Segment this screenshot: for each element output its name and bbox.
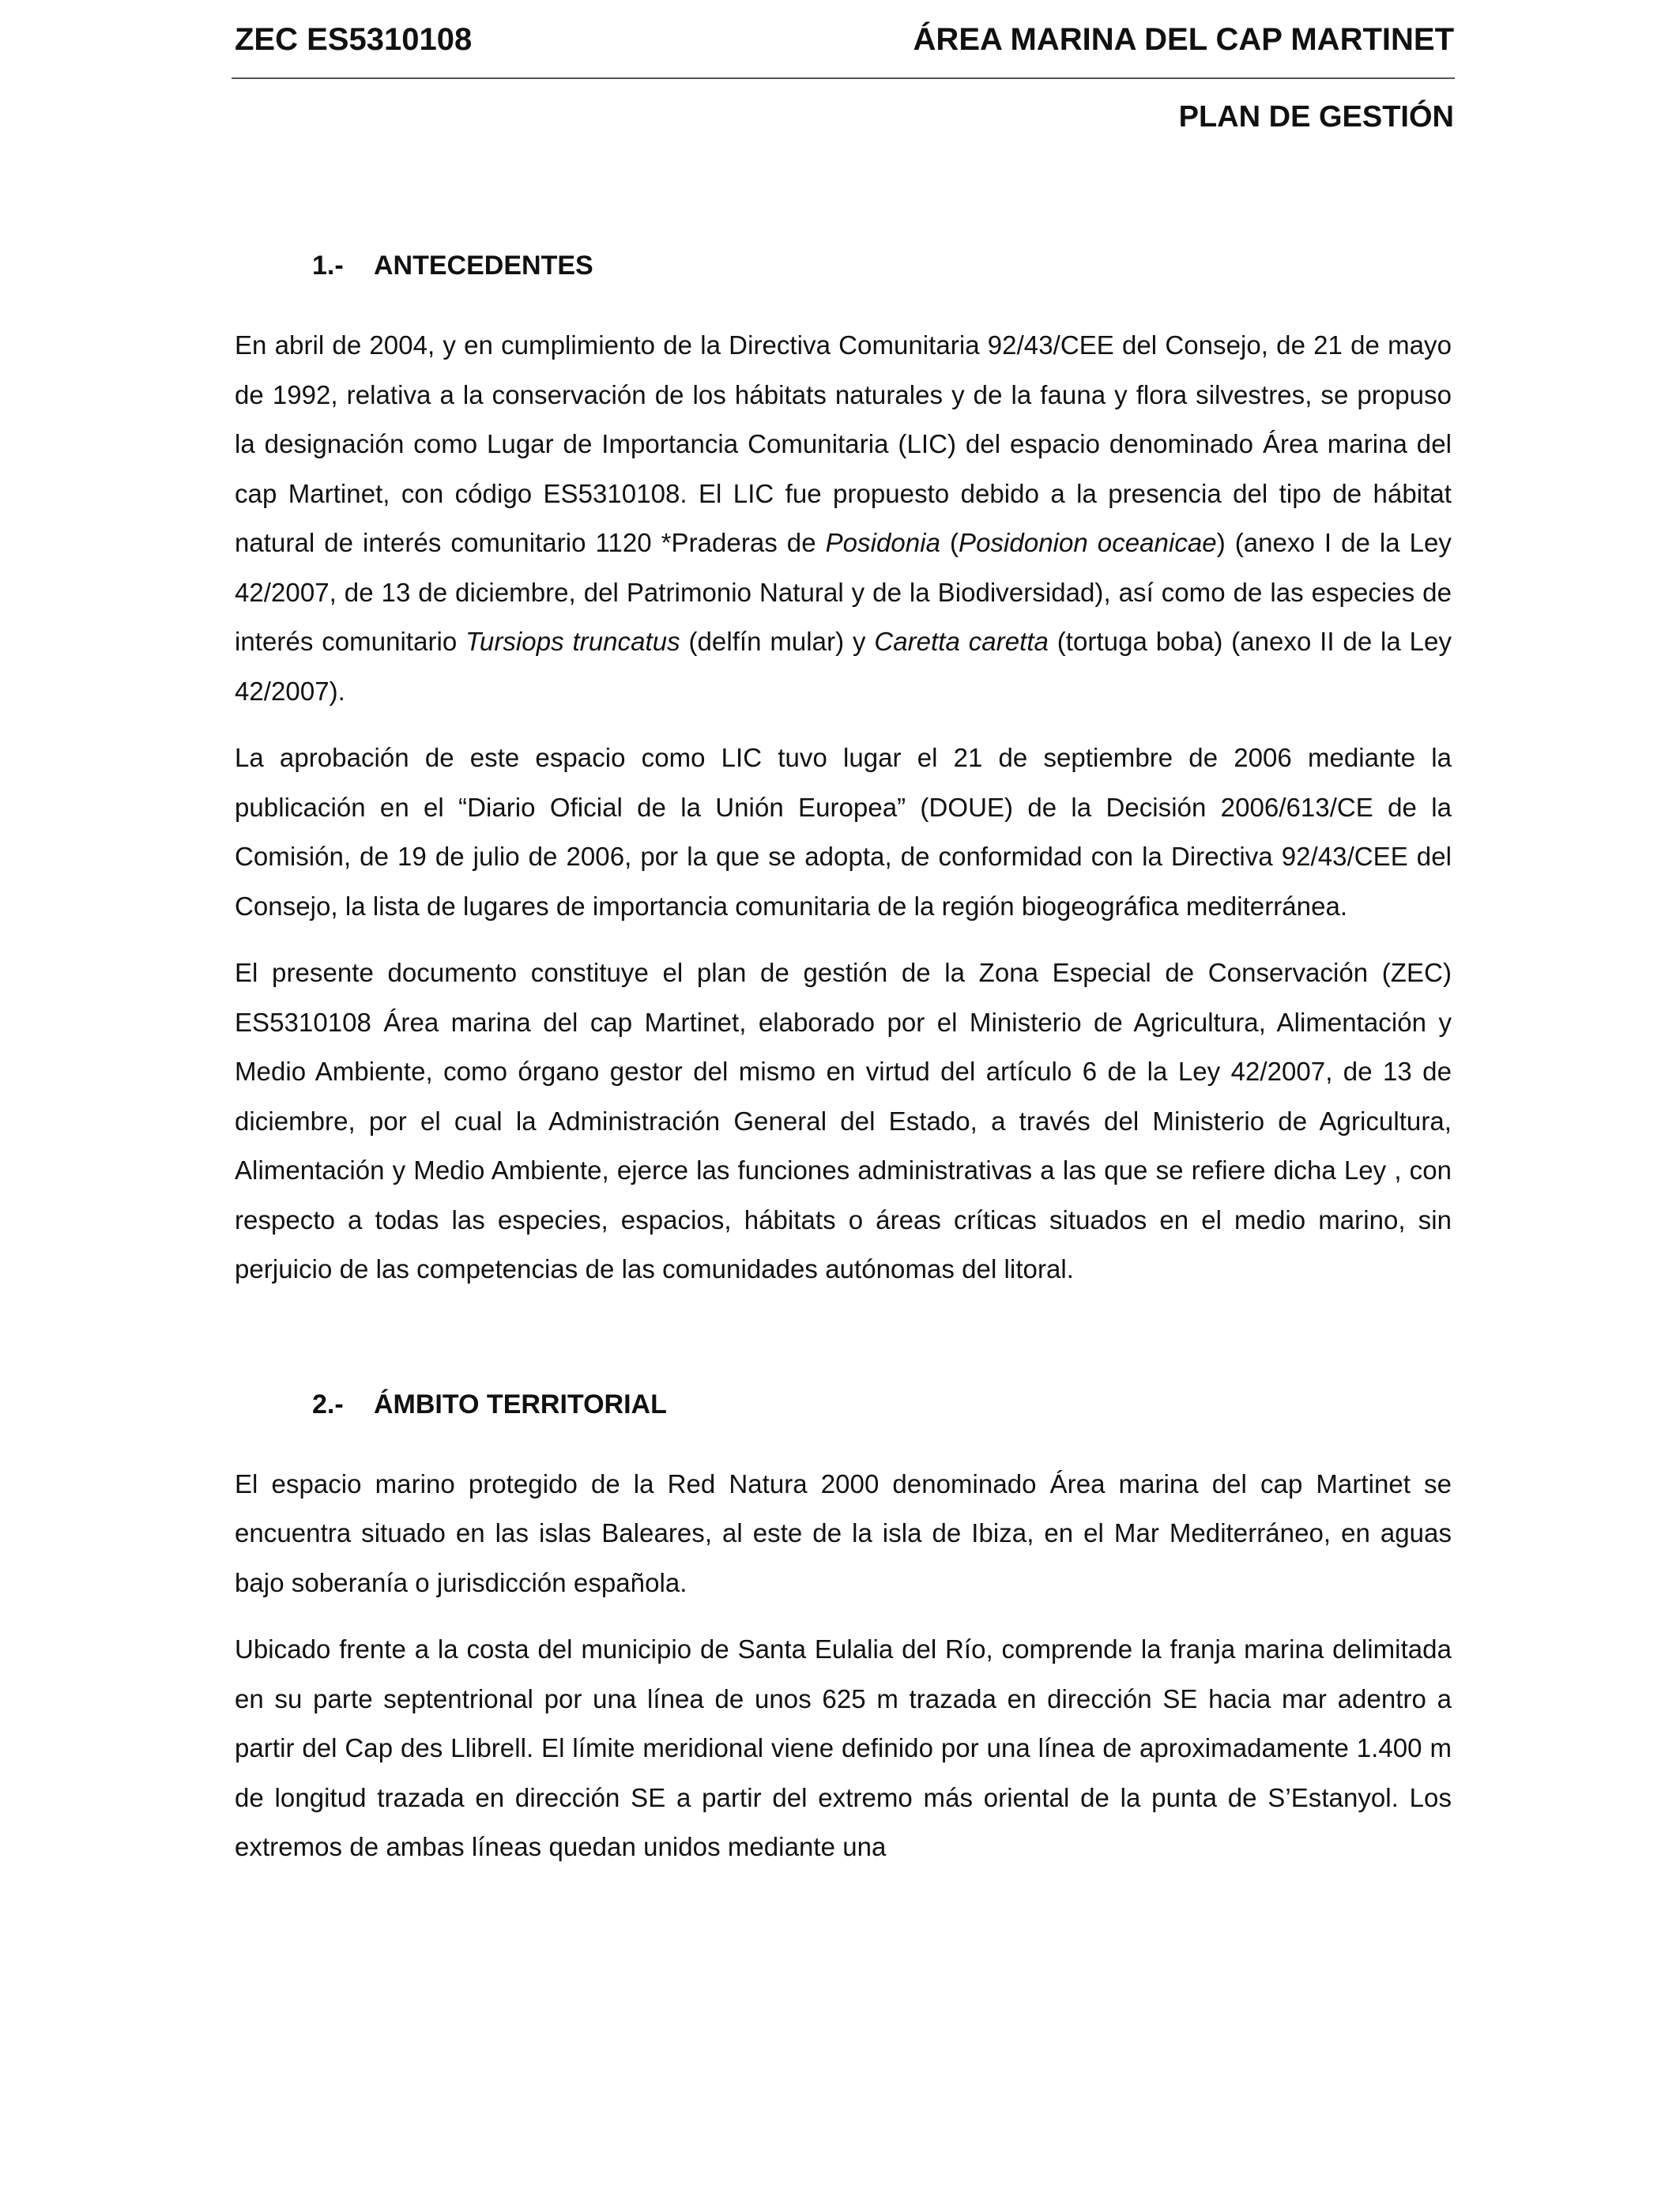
section-title: ÁMBITO TERRITORIAL [374, 1389, 667, 1419]
text-run: (delfín mular) y [680, 627, 875, 656]
paragraph [235, 321, 1452, 716]
section-number: 2.- [312, 1389, 344, 1419]
paragraph: El espacio marino protegido de la Red Natura 2000 denominado Área marina del cap Martinet se encuentra situado en las islas Baleares, al este de la isla de Ibiza, en el Mar Mediterráneo, en aguas bajo soberanía o jurisdicción española. [235, 1468, 1452, 1597]
section-title: ANTECEDENTES [374, 251, 593, 281]
text-run: ( [940, 528, 959, 557]
italic-text-run: Caretta caretta [874, 627, 1049, 656]
page-header [233, 16, 1454, 63]
paragraph: Ubicado frente a la costa del municipio de Santa Eulalia del Río, comprende la franja marina delimitada en su parte septentrional por una línea de unos 625 m trazada en dirección SE hacia mar adentro a partir del Cap des Llibrell. El límite meridional viene definido por una línea de aproximadamente 1.400 m de longitud trazada en dirección SE a partir del extremo más oriental de la punta de S’Estanyol. Los extremos de ambas líneas quedan unidos mediante una [235, 1634, 1452, 1861]
document-body [235, 241, 1452, 1890]
italic-text-run: Posidonion oceanicae [959, 528, 1217, 557]
section-number: 1.- [312, 251, 344, 281]
section-spacer [235, 1312, 1452, 1380]
italic-text-run: Tursiops truncatus [465, 627, 680, 656]
text-run: ) (anexo I de la Ley 42/2007, de 13 de diciembre, del Patrimonio Natural y de la Biodiversidad), así como de las especies de interés comunitario [235, 528, 1452, 656]
header-site-code: ZEC ES5310108 [235, 22, 473, 57]
document-subtitle: PLAN DE GESTIÓN [1178, 100, 1454, 134]
header-site-name: ÁREA MARINA DEL CAP MARTINET [913, 22, 1454, 57]
text-run: (tortuga boba) (anexo II de la Ley 42/2007). [235, 627, 1452, 706]
header-divider [232, 77, 1455, 79]
section-heading-antecedentes [235, 241, 1452, 290]
italic-text-run: Posidonia [825, 528, 940, 557]
section-heading-ambito-territorial [235, 1380, 1452, 1429]
paragraph: El presente documento constituye el plan de gestión de la Zona Especial de Conservación (ZEC) ES5310108 Área marina del cap Martinet, elaborado por el Ministerio de Agricultura, Alimentación y Medio Ambiente, como órgano gestor del mismo en virtud del artículo 6 de la Ley 42/2007, de 13 de diciembre, por el cual la Administración General del Estado, a través del Ministerio de Agricultura, Alimentación y Medio Ambiente, ejerce las funciones administrativas a las que se refiere dicha Ley , con respecto a todas las especies, espacios, hábitats o áreas críticas situados en el medio marino, sin perjuicio de las competencias de las comunidades autónomas del litoral. [235, 958, 1452, 1284]
paragraph: La aprobación de este espacio como LIC tuvo lugar el 21 de septiembre de 2006 mediante la publicación en el “Diario Oficial de la Unión Europea” (DOUE) de la Decisión 2006/613/CE de la Comisión, de 19 de julio de 2006, por la que se adopta, de conformidad con la Directiva 92/43/CEE del Consejo, la lista de lugares de importancia comunitaria de la región biogeográfica mediterránea. [235, 743, 1452, 921]
text-run: En abril de 2004, y en cumplimiento de la Directiva Comunitaria 92/43/CEE del Consejo, de 21 de mayo de 1992, relativa a la conservación de los hábitats naturales y de la fauna y flora silvestres, se propuso la designación como Lugar de Importancia Comunitaria (LIC) del espacio denominado Área marina del cap Martinet, con código ES5310108. El LIC fue propuesto debido a la presencia del tipo de hábitat natural de interés comunitario 1120 *Praderas de [235, 330, 1452, 557]
